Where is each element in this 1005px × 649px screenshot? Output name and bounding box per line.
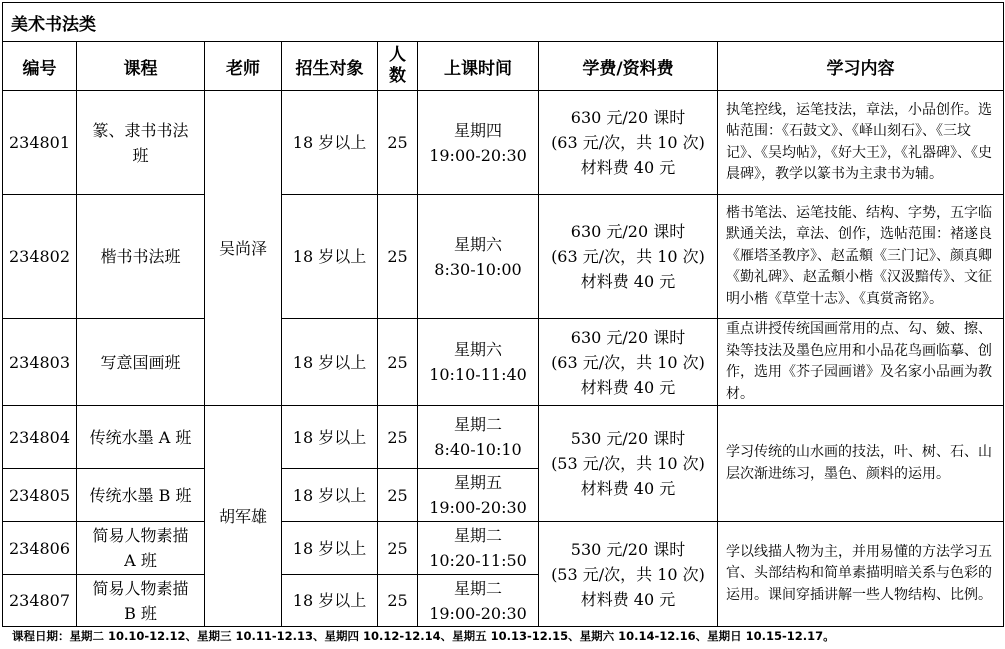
row-course-line1: 篆、隶书书法 xyxy=(92,120,189,140)
fee-line1: 630 元/20 课时 xyxy=(570,108,686,127)
row-course-line1: 简易人物素描 xyxy=(92,578,189,598)
fee-line2: (53 元/次，共 10 次) xyxy=(551,564,705,584)
row-hours: 10:20-11:50 xyxy=(429,551,527,570)
table-row xyxy=(3,522,1004,575)
row-target: 18 岁以上 xyxy=(282,575,378,627)
header-teacher: 老师 xyxy=(205,42,282,91)
row-content: 楷书笔法、运笔技能、结构、字势，五字临默通关法，章法、创作，选帖范围：褚遂良《雁塔圣教序》、赵孟頫《三门记》、颜真卿《勤礼碑》、赵孟頫小楷《汉汲黯传》、文征明小楷《草堂十志》、《真赏斋铭》。 xyxy=(718,195,1004,319)
fee-line2: (63 元/次，共 10 次) xyxy=(551,352,705,372)
row-course-line1: 简易人物素描 xyxy=(92,526,189,545)
row-teacher: 吴尚泽 xyxy=(205,91,282,406)
header-target: 招生对象 xyxy=(282,42,378,91)
header-time: 上课时间 xyxy=(418,42,539,91)
row-course xyxy=(77,575,205,627)
fee-line3: 材料费 40 元 xyxy=(580,589,676,609)
header-count xyxy=(378,42,418,91)
course-table xyxy=(2,2,1004,627)
fee-line3: 材料费 40 元 xyxy=(580,272,676,291)
row-count: 25 xyxy=(378,406,418,469)
table-row xyxy=(3,91,1004,195)
row-target: 18 岁以上 xyxy=(282,91,378,195)
row-day: 星期二 xyxy=(453,415,502,434)
row-fee xyxy=(539,522,718,627)
row-time xyxy=(418,195,539,319)
header-course: 课程 xyxy=(77,42,205,91)
fee-line2: (53 元/次，共 10 次) xyxy=(551,454,705,473)
row-hours: 19:00-20:30 xyxy=(429,603,527,623)
row-code: 234804 xyxy=(3,406,77,469)
row-fee xyxy=(539,319,718,406)
row-target: 18 岁以上 xyxy=(282,522,378,575)
row-fee xyxy=(539,406,718,522)
row-count: 25 xyxy=(378,195,418,319)
row-time xyxy=(418,469,539,522)
row-content: 学以线描人物为主，并用易懂的方法学习五官、头部结构和简单素描明暗关系与色彩的运用。课间穿插讲解一些人物结构、比例。 xyxy=(718,522,1004,627)
row-day: 星期二 xyxy=(453,526,502,545)
row-content: 执笔控线，运笔技法，章法，小品创作。选帖范围：《石鼓文》、《峄山刻石》、《三坟记》、《吴均帖》，《好大王》，《礼器碑》、《史晨碑》，教学以篆书为主隶书为辅。 xyxy=(718,91,1004,195)
row-course-line2: 班 xyxy=(132,145,149,165)
header-content: 学习内容 xyxy=(718,42,1004,91)
table-title: 美术书法类 xyxy=(3,3,1004,42)
course-dates-note: 课程日期：星期二 10.10-12.12、星期三 10.11-12.13、星期四 10.12-12.14、星期五 10.13-12.15、星期六 10.14-12.16、星期日 10.15-12.17。 xyxy=(12,629,835,643)
fee-line2: (63 元/次，共 10 次) xyxy=(551,247,705,266)
fee-line1: 630 元/20 课时 xyxy=(570,222,686,241)
row-hours: 8:30-10:00 xyxy=(434,259,522,279)
row-code: 234805 xyxy=(3,469,77,522)
row-code: 234801 xyxy=(3,91,77,195)
row-code: 234806 xyxy=(3,522,77,575)
table-row xyxy=(3,406,1004,469)
row-hours: 8:40-10:10 xyxy=(434,440,522,459)
fee-line1: 530 元/20 课时 xyxy=(570,429,686,448)
row-course xyxy=(77,522,205,575)
header-count-line2: 数 xyxy=(389,66,406,86)
row-count: 25 xyxy=(378,91,418,195)
row-target: 18 岁以上 xyxy=(282,195,378,319)
row-course-line2: A 班 xyxy=(124,551,157,570)
row-day: 星期五 xyxy=(453,473,502,492)
row-target: 18 岁以上 xyxy=(282,406,378,469)
row-day: 星期四 xyxy=(453,120,502,140)
row-target: 18 岁以上 xyxy=(282,319,378,406)
row-fee xyxy=(539,91,718,195)
row-day: 星期六 xyxy=(453,234,502,254)
row-code: 234807 xyxy=(3,575,77,627)
row-count: 25 xyxy=(378,575,418,627)
row-course xyxy=(77,91,205,195)
row-time xyxy=(418,406,539,469)
row-hours: 10:10-11:40 xyxy=(429,365,527,384)
header-fee: 学费/资料费 xyxy=(539,42,718,91)
row-course: 楷书书法班 xyxy=(77,195,205,319)
row-code: 234802 xyxy=(3,195,77,319)
row-target: 18 岁以上 xyxy=(282,469,378,522)
row-hours: 19:00-20:30 xyxy=(429,145,527,165)
row-day: 星期六 xyxy=(453,340,502,359)
row-time xyxy=(418,91,539,195)
course-table-container xyxy=(2,2,1003,627)
row-time xyxy=(418,575,539,627)
fee-line2: (63 元/次，共 10 次) xyxy=(551,133,705,152)
row-hours: 19:00-20:30 xyxy=(429,498,527,517)
row-count: 25 xyxy=(378,522,418,575)
row-teacher: 胡军雄 xyxy=(205,406,282,627)
table-row xyxy=(3,195,1004,319)
row-fee xyxy=(539,195,718,319)
row-course: 传统水墨 B 班 xyxy=(77,469,205,522)
row-day: 星期二 xyxy=(453,578,502,598)
row-content: 学习传统的山水画的技法，叶、树、石、山层次渐进练习，墨色、颜料的运用。 xyxy=(718,406,1004,522)
fee-line3: 材料费 40 元 xyxy=(580,479,676,498)
fee-line1: 630 元/20 课时 xyxy=(570,327,686,347)
row-time xyxy=(418,522,539,575)
row-content: 重点讲授传统国画常用的点、勾、皴、擦、染等技法及墨色应用和小品花鸟画临摹、创作，选用《芥子园画谱》及名家小品画为教材。 xyxy=(718,319,1004,406)
row-code: 234803 xyxy=(3,319,77,406)
row-time xyxy=(418,319,539,406)
fee-line1: 530 元/20 课时 xyxy=(570,539,686,559)
row-course-line2: B 班 xyxy=(124,603,157,623)
header-code: 编号 xyxy=(3,42,77,91)
row-course: 传统水墨 A 班 xyxy=(77,406,205,469)
table-row xyxy=(3,319,1004,406)
row-course: 写意国画班 xyxy=(77,319,205,406)
header-count-line1: 人 xyxy=(389,45,406,65)
row-count: 25 xyxy=(378,469,418,522)
fee-line3: 材料费 40 元 xyxy=(580,158,676,177)
row-count: 25 xyxy=(378,319,418,406)
fee-line3: 材料费 40 元 xyxy=(580,377,676,397)
